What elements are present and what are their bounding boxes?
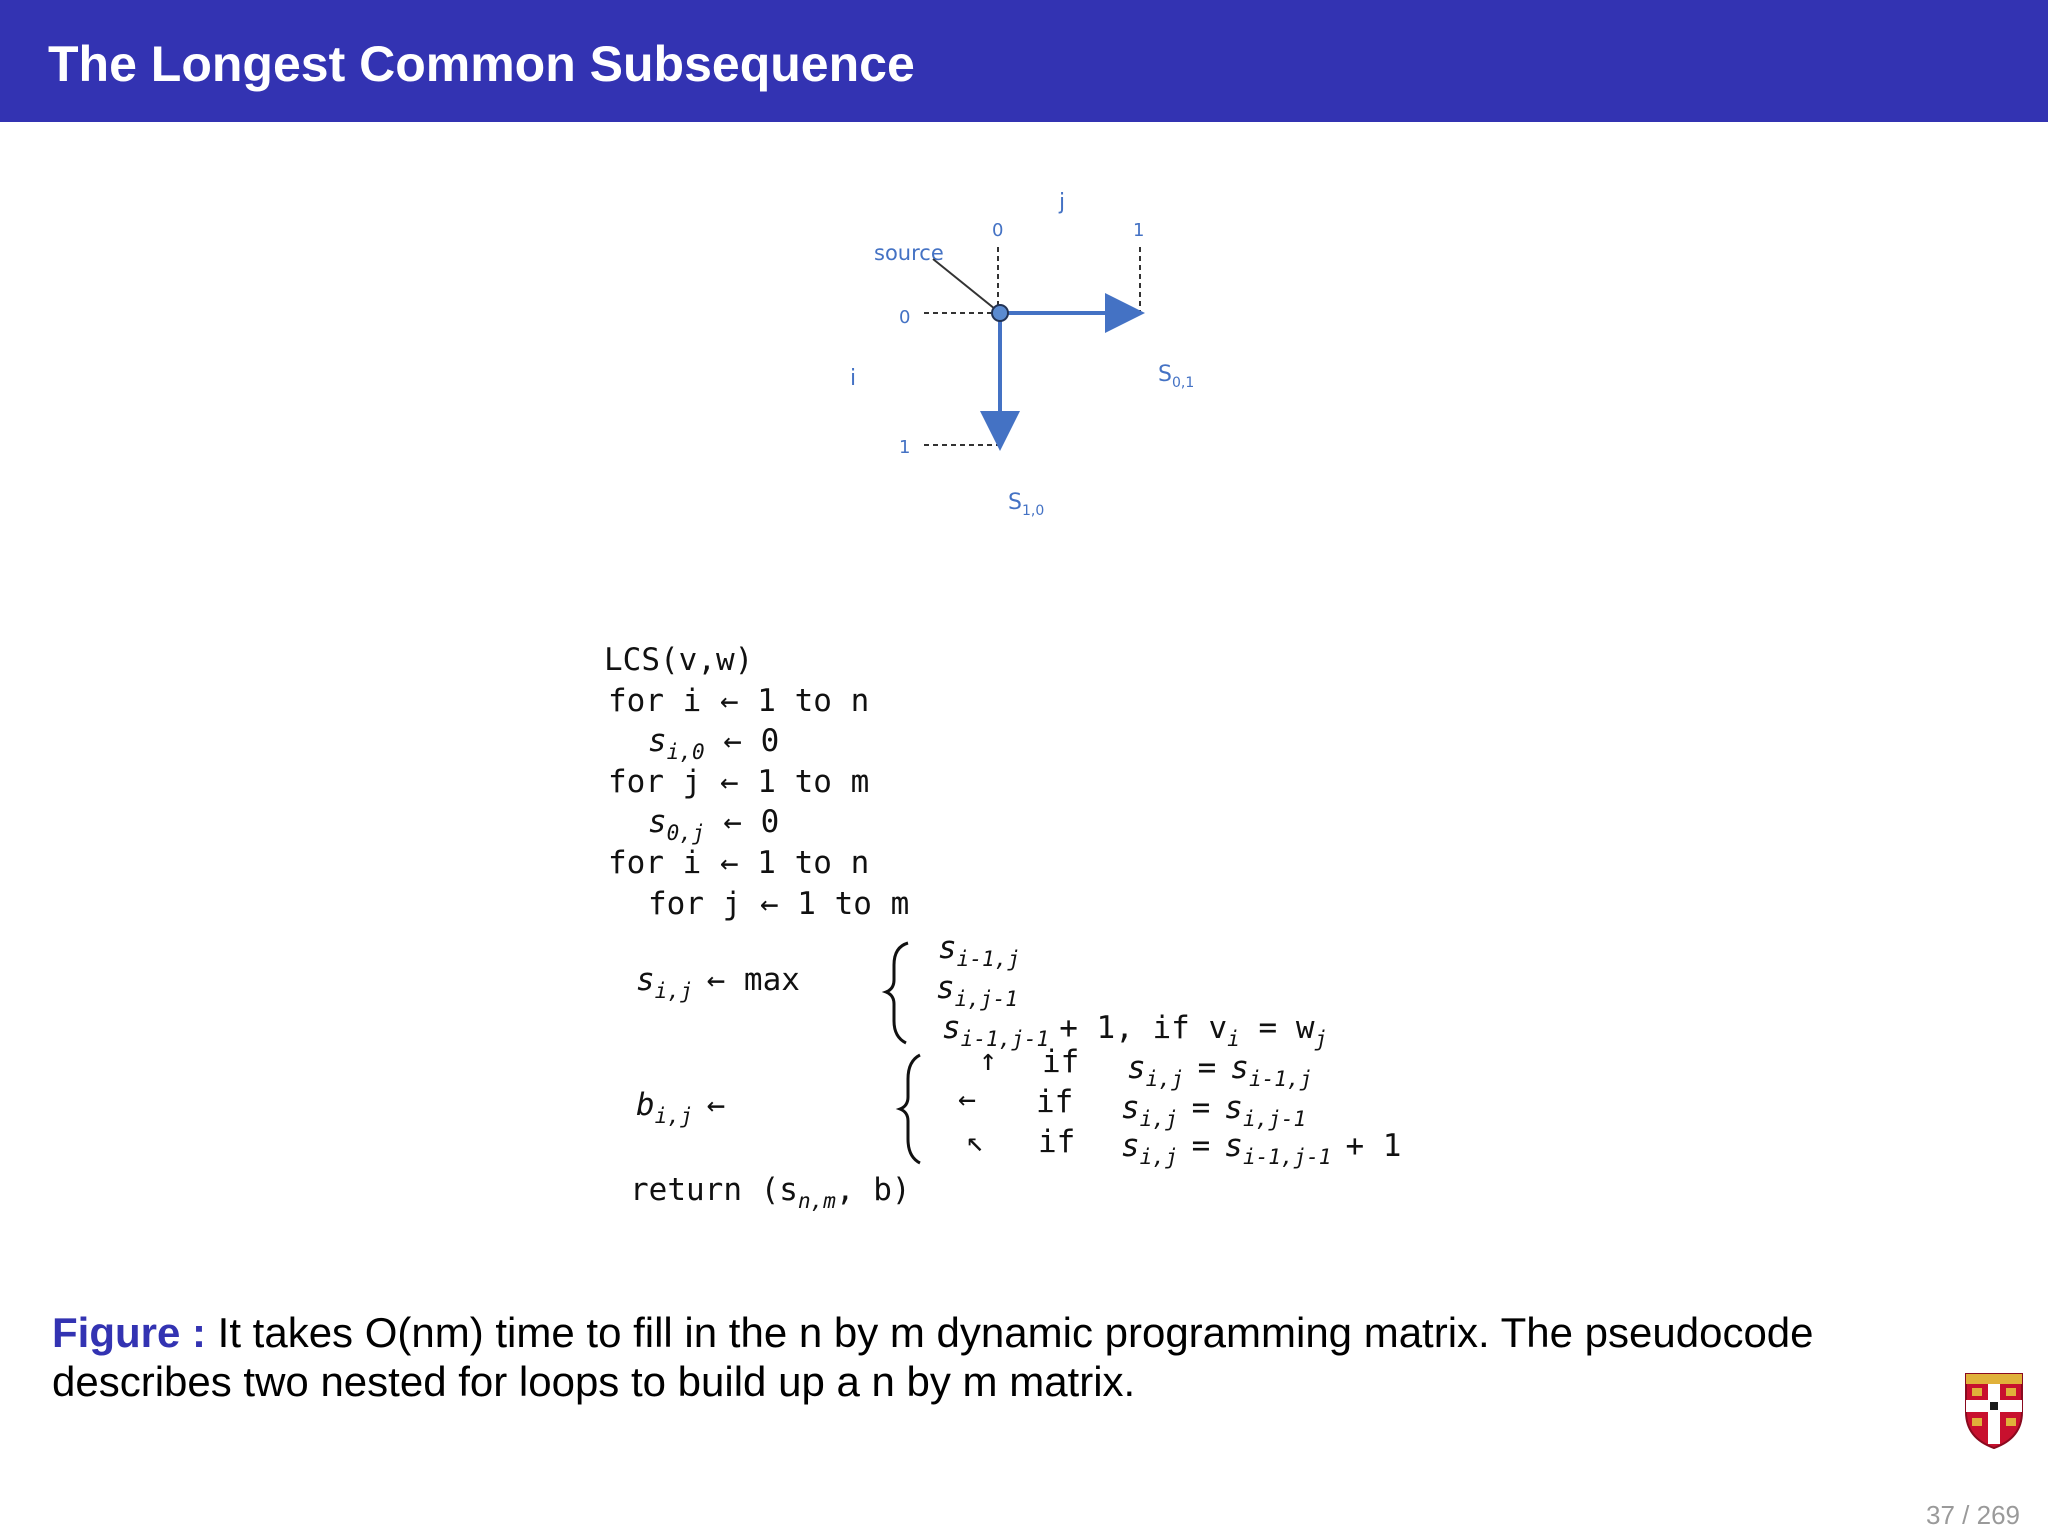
page-number: 37 / 269 bbox=[1926, 1500, 2020, 1530]
dp-grid-diagram bbox=[820, 175, 1260, 535]
source-label: source bbox=[874, 241, 944, 265]
code-line-lcs: LCS(v,w) bbox=[604, 642, 754, 678]
col-label-0: 0 bbox=[992, 220, 1004, 241]
max-lhs: $s_{i,j}$ ← max bbox=[636, 962, 800, 1003]
b-if-1: if bbox=[1042, 1044, 1080, 1080]
b-lhs: $b_{i,j}$ ← bbox=[636, 1087, 726, 1128]
code-line-init-si0: $s_{i,0}$ ← 0 bbox=[648, 723, 780, 764]
max-brace bbox=[886, 943, 908, 1043]
s10-label: $S_{1,0}$ bbox=[1008, 490, 1045, 519]
b-cond-2: $s_{i,j} = s_{i,j-1}$ bbox=[1121, 1090, 1307, 1131]
code-line-for-j-2: for j ← 1 to m bbox=[648, 886, 910, 922]
diagonal-arrow-icon: ↖ bbox=[966, 1124, 985, 1159]
code-line-for-i-1: for i ← 1 to n bbox=[608, 683, 870, 719]
max-case-2: $s_{i,j-1}$ bbox=[936, 970, 1018, 1011]
max-case-1: $s_{i-1,j}$ bbox=[938, 930, 1020, 971]
page-title: The Longest Common Subsequence bbox=[48, 36, 915, 92]
university-crest-logo bbox=[1964, 1372, 2024, 1450]
source-node bbox=[992, 305, 1008, 321]
code-line-for-j-1: for j ← 1 to m bbox=[608, 764, 870, 800]
up-arrow-icon: ↑ bbox=[979, 1043, 998, 1078]
code-line-return: return ($s_{n,m}$, b) bbox=[630, 1172, 911, 1213]
b-brace bbox=[900, 1055, 920, 1163]
row-label-0: 0 bbox=[899, 307, 911, 328]
slide-header bbox=[0, 0, 2048, 122]
caption-text: It takes O(nm) time to fill in the n by m dynamic programming matrix. The pseudocode describes two nested for loops to build up a n by m matrix. bbox=[52, 1309, 1814, 1405]
b-cond-3: $s_{i,j} = s_{i-1,j-1} + 1$ bbox=[1121, 1128, 1402, 1169]
figure-caption bbox=[52, 1308, 1972, 1406]
caption-label: Figure : bbox=[52, 1309, 206, 1356]
b-if-2: if bbox=[1036, 1084, 1074, 1120]
code-line-for-i-2: for i ← 1 to n bbox=[608, 845, 870, 881]
b-cond-1: $s_{i,j} = s_{i-1,j}$ bbox=[1127, 1050, 1313, 1091]
row-label-1: 1 bbox=[899, 437, 911, 458]
b-if-3: if bbox=[1038, 1124, 1076, 1160]
code-line-init-s0j: $s_{0,j}$ ← 0 bbox=[648, 804, 780, 845]
axis-label-i: i bbox=[850, 366, 857, 391]
pseudocode-figure bbox=[590, 635, 1470, 1245]
max-case-3: $s_{i-1,j-1} + 1$, if $v_i = w_j$ bbox=[942, 1010, 1328, 1051]
source-pointer-line bbox=[933, 259, 995, 309]
col-label-1: 1 bbox=[1133, 220, 1145, 241]
axis-label-j: j bbox=[1059, 190, 1066, 215]
s01-label: $S_{0,1}$ bbox=[1158, 362, 1195, 391]
left-arrow-icon: ← bbox=[958, 1082, 977, 1117]
